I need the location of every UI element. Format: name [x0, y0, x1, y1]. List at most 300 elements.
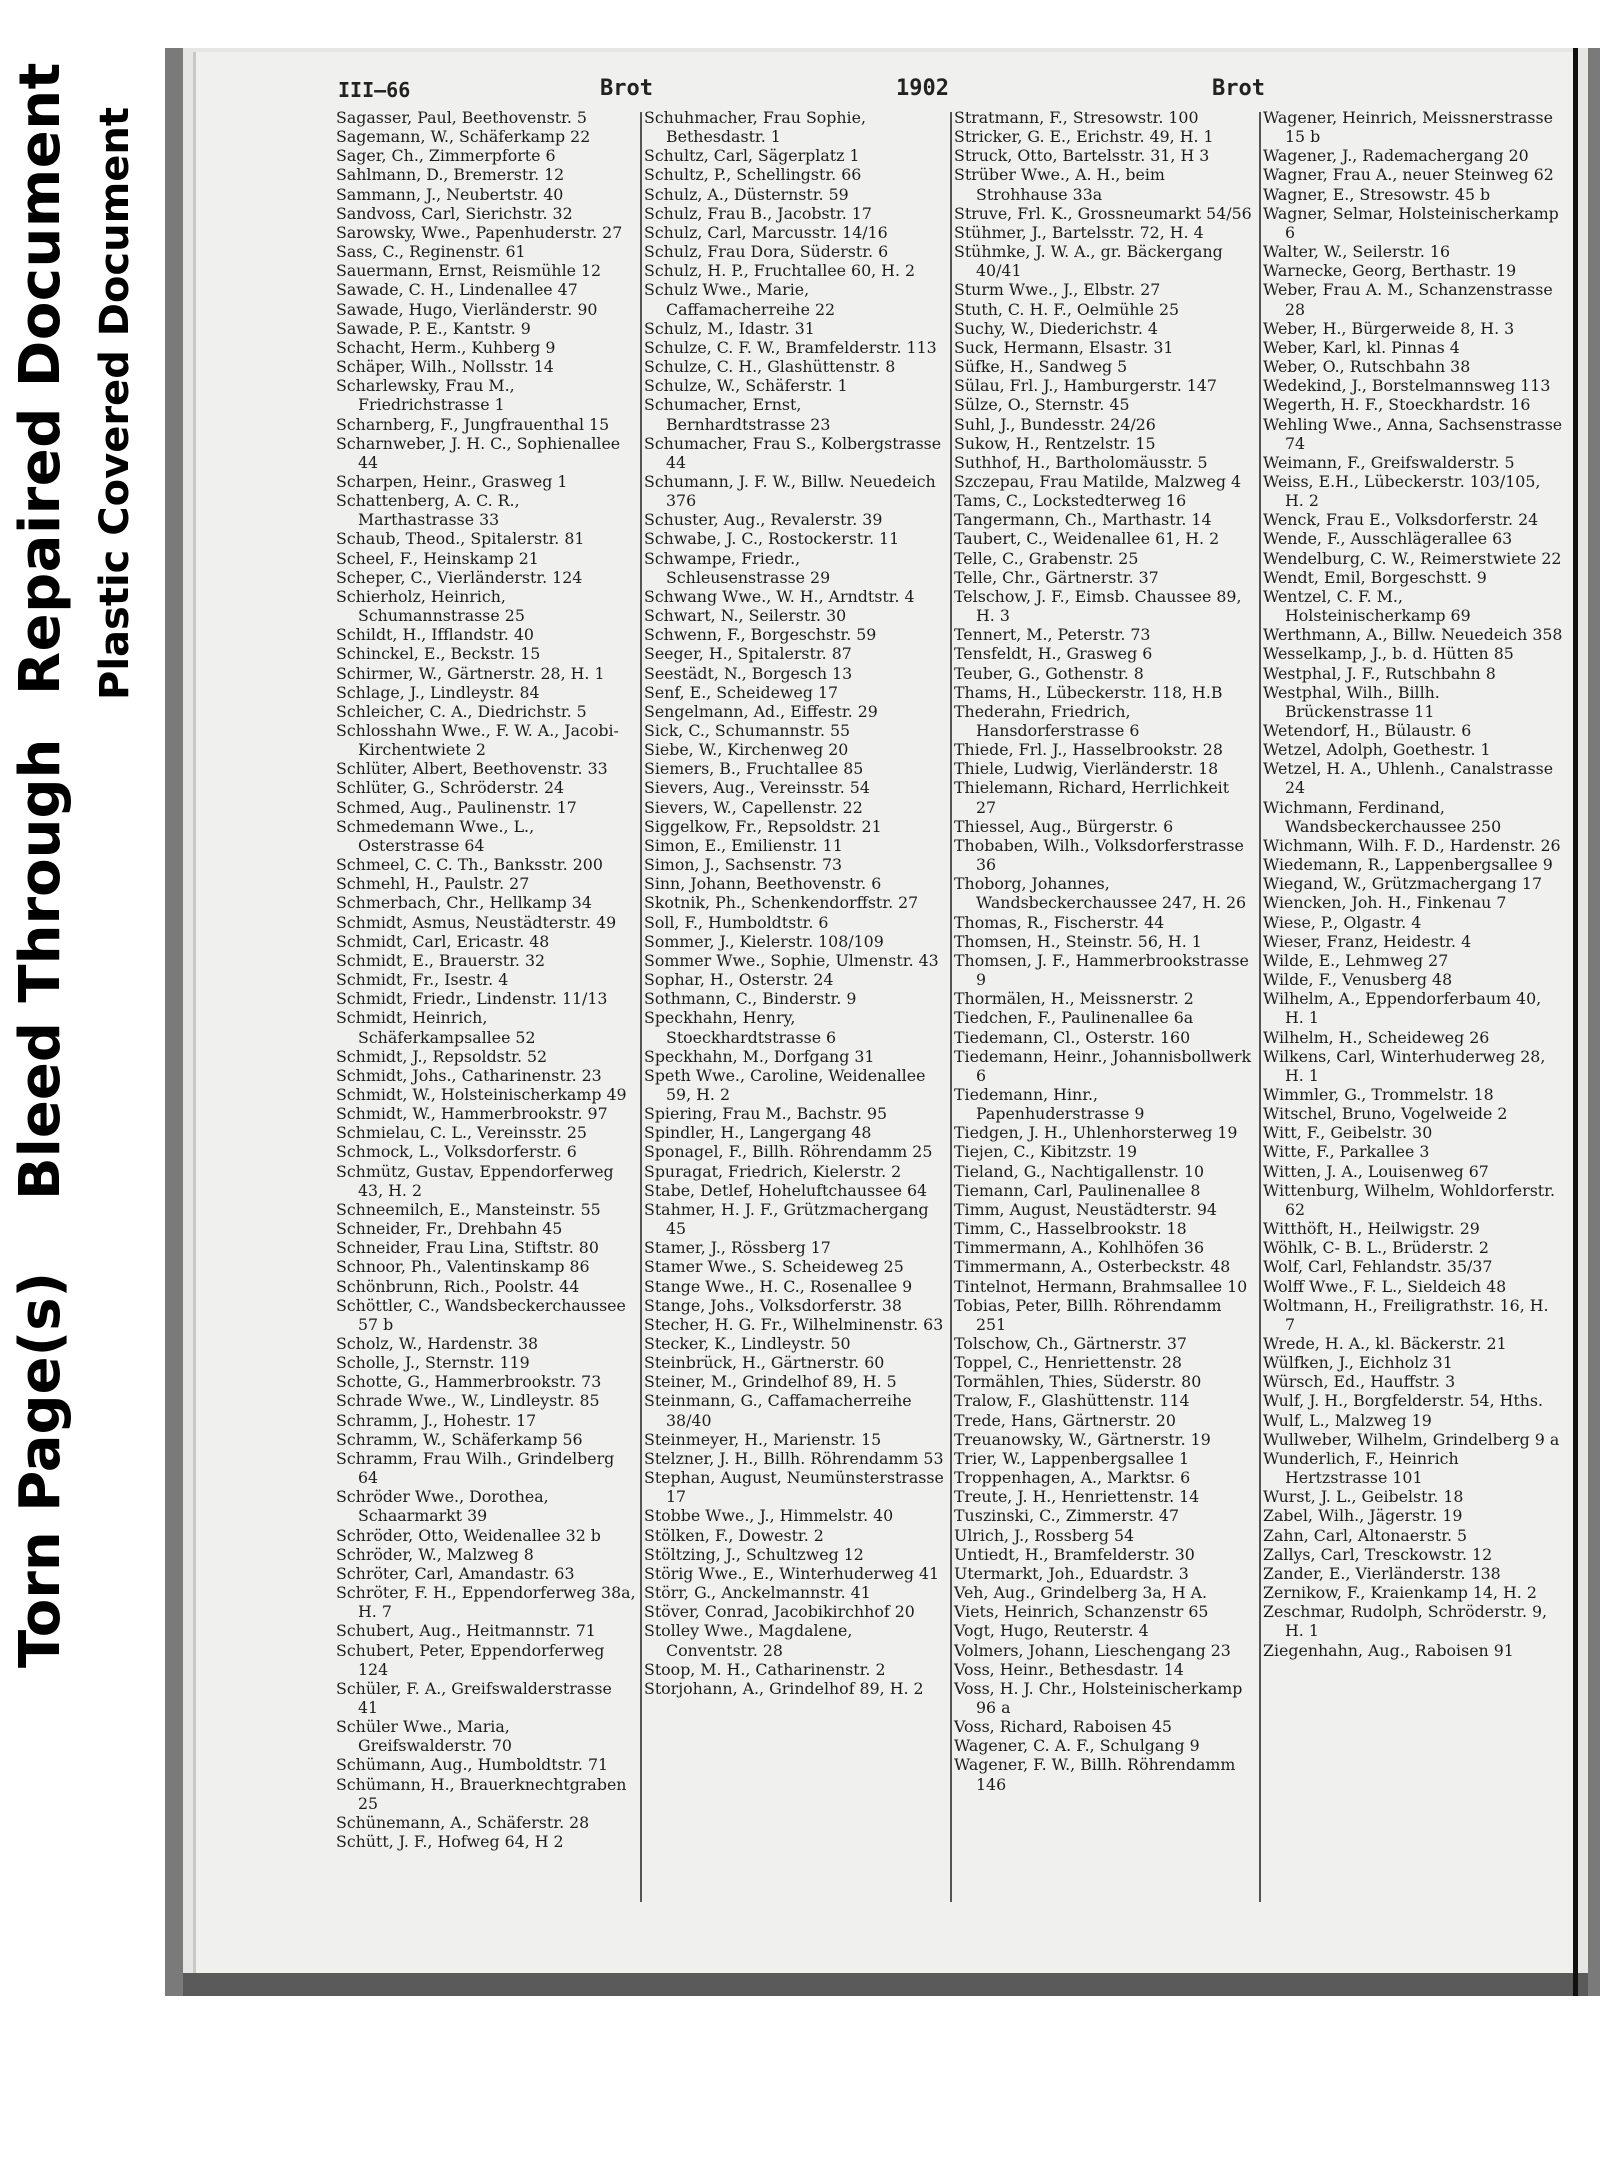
directory-entry: Werthmann, A., Billw. Neuedeich 358: [1263, 625, 1563, 645]
directory-entry: Schwenn, F., Borgeschstr. 59: [644, 625, 877, 645]
page-paper: [183, 48, 1588, 1996]
directory-entry: Utermarkt, Joh., Eduardstr. 3: [954, 1563, 1189, 1583]
directory-entry: Walter, W., Seilerstr. 16: [1263, 242, 1451, 262]
directory-entry: Schlosshahn Wwe., F. W. A., Jacobi-Kirchentwiete 2: [336, 721, 619, 760]
directory-entry: Sülau, Frl. J., Hamburgerstr. 147: [954, 376, 1217, 396]
directory-entry: Viets, Heinrich, Schanzenstr 65: [954, 1602, 1209, 1622]
directory-entry: Schmütz, Gustav, Eppendorferweg 43, H. 2: [336, 1161, 614, 1200]
directory-entry: Schuster, Aug., Revalerstr. 39: [644, 510, 883, 530]
directory-entry: Speckhahn, M., Dorfgang 31: [644, 1046, 875, 1066]
directory-entry: Wöhlk, C- B. L., Brüderstr. 2: [1263, 1238, 1489, 1258]
directory-entry: Troppenhagen, A., Marktsr. 6: [954, 1468, 1191, 1488]
directory-entry: Wendt, Emil, Borgeschstt. 9: [1263, 567, 1487, 587]
directory-entry: Voss, Richard, Raboisen 45: [954, 1717, 1172, 1737]
directory-entry: Wilhelm, H., Scheideweg 26: [1263, 1027, 1490, 1047]
directory-entry: Schüler, F. A., Greifswalderstrasse 41: [336, 1678, 612, 1717]
directory-entry: Suchy, W., Diederichstr. 4: [954, 318, 1158, 338]
directory-entry: Tensfeldt, H., Grasweg 6: [954, 644, 1153, 664]
directory-entry: Scharlewsky, Frau M., Friedrichstrasse 1: [336, 376, 515, 415]
directory-entry: Spiering, Frau M., Bachstr. 95: [644, 1104, 888, 1124]
directory-entry: Sukow, H., Rentzelstr. 15: [954, 433, 1156, 453]
directory-entry: Scheper, C., Vierländerstr. 124: [336, 567, 583, 587]
directory-entry: Schümann, H., Brauerknechtgraben 25: [336, 1774, 627, 1813]
directory-entry: Wetendorf, H., Bülaustr. 6: [1263, 721, 1472, 740]
directory-entry: Wagener, Heinrich, Meissnerstrasse 15 b: [1263, 108, 1553, 147]
directory-entry: Schünemann, A., Schäferstr. 28: [336, 1812, 590, 1832]
directory-entry: Wimmler, G., Trommelstr. 18: [1263, 1084, 1494, 1104]
directory-entry: Weimann, F., Greifswalderstr. 5: [1263, 452, 1515, 472]
directory-entry: Schmeel, C. C. Th., Banksstr. 200: [336, 855, 603, 875]
directory-entry: Schlüter, Albert, Beethovenstr. 33: [336, 759, 608, 779]
directory-entry: Schumacher, Frau S., Kolbergstrasse 44: [644, 433, 942, 472]
directory-entry: Tiedgen, J. H., Uhlenhorsterweg 19: [954, 1123, 1238, 1143]
directory-entry: Schramm, Frau Wilh., Grindelberg 64: [336, 1448, 615, 1488]
directory-entry: Zahn, Carl, Altonaerstr. 5: [1263, 1525, 1468, 1545]
directory-entry: Woltmann, H., Freiligrathstr. 16, H. 7: [1263, 1295, 1549, 1334]
directory-entry: Zeschmar, Rudolph, Schröderstr. 9, H. 1: [1263, 1602, 1548, 1641]
directory-entry: Veh, Aug., Grindelberg 3a, H A.: [954, 1583, 1208, 1603]
directory-entry: Sawade, C. H., Lindenallee 47: [336, 280, 578, 300]
directory-entry: Stange Wwe., H. C., Rosenallee 9: [644, 1276, 913, 1296]
directory-entry: Trier, W., Lappenbergsallee 1: [954, 1448, 1190, 1468]
directory-entry: Stecker, K., Lindleystr. 50: [644, 1334, 851, 1353]
directory-entry: Senf, E., Scheideweg 17: [644, 682, 839, 702]
running-head-right: Brot: [1212, 76, 1265, 101]
directory-entry: Scharpen, Heinr., Grasweg 1: [336, 471, 568, 491]
directory-entry: Telle, C., Grabenstr. 25: [954, 548, 1139, 568]
directory-entry: Schröter, F. H., Eppendorferweg 38a, H. 7: [336, 1583, 636, 1622]
directory-entry: Taubert, C., Weidenallee 61, H. 2: [954, 529, 1220, 549]
directory-entry: Schirmer, W., Gärtnerstr. 28, H. 1: [336, 663, 605, 683]
directory-entry: Wulf, L., Malzweg 19: [1263, 1410, 1432, 1430]
directory-entry: Tangermann, Ch., Marthastr. 14: [954, 510, 1212, 530]
directory-entry: Schmidt, W., Holsteinischerkamp 49: [336, 1084, 627, 1104]
directory-entry: Thomsen, H., Steinstr. 56, H. 1: [954, 931, 1202, 951]
directory-entry: Wiencken, Joh. H., Finkenau 7: [1263, 893, 1507, 913]
directory-entry: Steinmeyer, H., Marienstr. 15: [644, 1429, 882, 1449]
directory-entry: Simon, J., Sachsenstr. 73: [644, 855, 843, 875]
directory-entry: Wulf, J. H., Borgfelderstr. 54, Hths.: [1263, 1391, 1544, 1411]
directory-entry: Tintelnot, Hermann, Brahmsallee 10: [954, 1276, 1248, 1296]
directory-entry: Wittenburg, Wilhelm, Wohldorferstr. 62: [1263, 1180, 1555, 1219]
directory-entry: Wenck, Frau E., Volksdorferstr. 24: [1263, 510, 1539, 530]
directory-entry: Schmidt, Asmus, Neustädterstr. 49: [336, 912, 617, 932]
directory-entry: Wagener, F. W., Billh. Röhrendamm 146: [954, 1755, 1236, 1794]
directory-entry: Schmehl, H., Paulstr. 27: [336, 874, 530, 894]
directory-entry: Thederahn, Friedrich, Hansdorferstrasse 6: [954, 701, 1140, 740]
directory-entry: Sahlmann, D., Bremerstr. 12: [336, 165, 565, 185]
directory-entry: Stühmke, J. W. A., gr. Bäckergang 40/41: [954, 242, 1223, 281]
directory-entry: Suck, Hermann, Elsastr. 31: [954, 337, 1174, 357]
directory-entry: Ziegenhahn, Aug., Raboisen 91: [1263, 1640, 1514, 1660]
directory-entry: Warnecke, Georg, Berthastr. 19: [1263, 261, 1517, 281]
directory-entry: Weber, H., Bürgerweide 8, H. 3: [1263, 318, 1515, 338]
directory-entry: Schubert, Aug., Heitmannstr. 71: [336, 1621, 596, 1641]
directory-entry: Voss, Heinr., Bethesdastr. 14: [954, 1659, 1184, 1679]
directory-entry: Schacht, Herm., Kuhberg 9: [336, 337, 556, 357]
directory-entry: Wesselkamp, J., b. d. Hütten 85: [1263, 644, 1514, 664]
directory-entry: Wetzel, Adolph, Goethestr. 1: [1263, 740, 1491, 760]
directory-entry: Schröder, Otto, Weidenallee 32 b: [336, 1525, 601, 1545]
directory-entry: Sengelmann, Ad., Eiffestr. 29: [644, 701, 878, 721]
directory-entry: Schneider, Frau Lina, Stiftstr. 80: [336, 1238, 599, 1258]
directory-entry: Wullweber, Wilhelm, Grindelberg 9 a: [1263, 1429, 1560, 1449]
directory-entry: Schultz, P., Schellingstr. 66: [644, 165, 862, 185]
directory-entry: Tuszinski, C., Zimmerstr. 47: [954, 1506, 1180, 1526]
directory-entry: Sommer, J., Kielerstr. 108/109: [644, 931, 884, 951]
directory-entry: Wilde, F., Venusberg 48: [1263, 970, 1453, 990]
directory-entry: Wende, F., Ausschlägerallee 63: [1263, 529, 1513, 549]
directory-entry: Wagener, C. A. F., Schulgang 9: [954, 1736, 1200, 1756]
directory-entry: Tieland, G., Nachtigallenstr. 10: [954, 1161, 1205, 1181]
directory-entry: Thams, H., Lübeckerstr. 118, H.B: [954, 682, 1223, 702]
directory-entry: Szczepau, Frau Matilde, Malzweg 4: [954, 471, 1242, 491]
directory-entry: Westphal, Wilh., Billh. Brückenstrasse 11: [1263, 682, 1440, 721]
directory-entry: Weber, Karl, kl. Pinnas 4: [1263, 337, 1460, 357]
directory-entry: Schüler Wwe., Maria, Greifswalderstr. 70: [336, 1717, 512, 1756]
directory-entry: Sawade, P. E., Kantstr. 9: [336, 318, 531, 338]
directory-entry: Steiner, M., Grindelhof 89, H. 5: [644, 1372, 897, 1392]
directory-entry: Thoborg, Johannes, Wandsbeckerchaussee 247, H. 26: [954, 874, 1247, 913]
directory-entry: Wehling Wwe., Anna, Sachsenstrasse 74: [1263, 414, 1563, 453]
directory-entry: Sauermann, Ernst, Reismühle 12: [336, 261, 602, 281]
directory-entry: Wülfken, J., Eichholz 31: [1263, 1353, 1453, 1373]
directory-entry: Timmermann, A., Kohlhöfen 36: [954, 1238, 1204, 1258]
directory-entry: Stoop, M. H., Catharinenstr. 2: [644, 1659, 886, 1679]
directory-entry: Suthhof, H., Bartholomäusstr. 5: [954, 452, 1208, 472]
directory-entry: Stühmer, J., Bartelsstr. 72, H. 4: [954, 222, 1204, 242]
directory-entry: Weber, O., Rutschbahn 38: [1263, 357, 1471, 377]
directory-entry: Zallys, Carl, Tresckowstr. 12: [1263, 1544, 1493, 1564]
directory-entry: Schäper, Wilh., Nollsstr. 14: [336, 357, 554, 377]
directory-entry: Steinbrück, H., Gärtnerstr. 60: [644, 1353, 885, 1373]
directory-entry: Schmidt, E., Brauerstr. 32: [336, 950, 546, 970]
label-repaired-document: Repaired Document: [8, 62, 73, 695]
directory-entry: Scholle, J., Sternstr. 119: [336, 1353, 530, 1373]
directory-entry: Schwart, N., Seilerstr. 30: [644, 606, 847, 626]
directory-entry: Schramm, W., Schäferkamp 56: [336, 1429, 583, 1449]
directory-entry: Sophar, H., Osterstr. 24: [644, 970, 834, 990]
directory-entry: Wiegand, W., Grützmachergang 17: [1263, 874, 1543, 894]
directory-entry: Wetzel, H. A., Uhlenh., Canalstrasse 24: [1263, 759, 1554, 798]
directory-entry: Tiedemann, Cl., Osterstr. 160: [954, 1027, 1191, 1047]
directory-entry: Schumann, J. F. W., Billw. Neuedeich 376: [644, 471, 936, 511]
directory-entry: Schönbrunn, Rich., Poolstr. 44: [336, 1276, 580, 1296]
directory-entry: Thomas, R., Fischerstr. 44: [954, 912, 1165, 932]
directory-entry: Ulrich, J., Rossberg 54: [954, 1525, 1135, 1545]
directory-entry: Stratmann, F., Stresowstr. 100: [954, 108, 1199, 127]
directory-entry: Schotte, G., Hammerbrookstr. 73: [336, 1372, 602, 1392]
directory-entry: Timm, August, Neustädterstr. 94: [954, 1199, 1217, 1219]
label-plastic-covered-document: Plastic Covered Document: [92, 106, 138, 700]
directory-entry: Vogt, Hugo, Reuterstr. 4: [954, 1621, 1149, 1641]
directory-entry: Suhl, J., Bundesstr. 24/26: [954, 414, 1156, 434]
directory-entry: Wiedemann, R., Lappenbergsallee 9: [1263, 855, 1553, 875]
directory-entry: Telschow, J. F., Eimsb. Chaussee 89, H. 3: [954, 586, 1242, 626]
directory-entry: Siggelkow, Fr., Repsoldstr. 21: [644, 816, 882, 836]
directory-entry: Schrade Wwe., W., Lindleystr. 85: [336, 1391, 600, 1411]
directory-entry: Schmedemann Wwe., L., Osterstrasse 64: [336, 816, 535, 855]
directory-entry: Tiedemann, Heinr., Johannisbollwerk 6: [954, 1046, 1252, 1085]
directory-entry: Wagener, J., Rademachergang 20: [1263, 146, 1529, 166]
directory-entry: Tobias, Peter, Billh. Röhrendamm 251: [954, 1295, 1222, 1334]
directory-entry: Schultz, Carl, Sägerplatz 1: [644, 146, 860, 166]
directory-entry: Thobaben, Wilh., Volksdorferstrasse 36: [954, 835, 1244, 875]
directory-entry: Strüber Wwe., A. H., beim Strohhause 33a: [954, 165, 1165, 204]
column-rule: [950, 112, 952, 1902]
page-right-edge: [1573, 48, 1578, 1996]
directory-entry: Wagner, Frau A., neuer Steinweg 62: [1263, 165, 1554, 185]
directory-entry: Witschel, Bruno, Vogelweide 2: [1263, 1104, 1508, 1124]
directory-entry: Schulz, M., Idastr. 31: [644, 318, 815, 338]
directory-entry: Scharnweber, J. H. C., Sophienallee 44: [336, 433, 621, 472]
directory-entry: Thiessel, Aug., Bürgerstr. 6: [954, 816, 1174, 836]
running-head: [196, 72, 1576, 112]
directory-entry: Schwampe, Friedr., Schleusenstrasse 29: [644, 548, 831, 587]
directory-entry: Scheel, F., Heinskamp 21: [336, 548, 539, 568]
directory-entry: Tams, C., Lockstedterweg 16: [954, 491, 1187, 511]
directory-entry: Sülze, O., Sternstr. 45: [954, 395, 1130, 415]
directory-entry: Wilde, E., Lehmweg 27: [1263, 950, 1449, 970]
directory-entry: Siebe, W., Kirchenweg 20: [644, 740, 849, 760]
directory-entry: Struve, Frl. K., Grossneumarkt 54/56: [954, 203, 1252, 223]
column-rule: [1259, 112, 1261, 1902]
directory-entry: Schmidt, Carl, Ericastr. 48: [336, 931, 550, 951]
directory-entry: Schmed, Aug., Paulinenstr. 17: [336, 797, 577, 817]
directory-entry: Schmock, L., Volksdorferstr. 6: [336, 1142, 577, 1162]
directory-entry: Sarowsky, Wwe., Papenhuderstr. 27: [336, 222, 623, 242]
directory-entry: Schulze, C. H., Glashüttenstr. 8: [644, 357, 896, 377]
directory-entry: Sinn, Johann, Beethovenstr. 6: [644, 874, 882, 894]
directory-entry: Trede, Hans, Gärtnerstr. 20: [954, 1410, 1176, 1430]
directory-entry: Spindler, H., Langergang 48: [644, 1123, 872, 1143]
directory-entry: Stamer Wwe., S. Scheideweg 25: [644, 1257, 904, 1277]
directory-entry: Schmidt, Johs., Catharinenstr. 23: [336, 1065, 602, 1085]
directory-entry: Schulz, H. P., Fruchtallee 60, H. 2: [644, 261, 916, 281]
running-head-year: 1902: [896, 76, 949, 101]
directory-entry: Sammann, J., Neubertstr. 40: [336, 184, 564, 204]
directory-entry: Schulze, C. F. W., Bramfelderstr. 113: [644, 337, 937, 357]
directory-entry: Stecher, H. G. Fr., Wilhelminenstr. 63: [644, 1314, 944, 1334]
directory-entry: Schulz, Frau B., Jacobstr. 17: [644, 203, 872, 223]
directory-entry: Sponagel, F., Billh. Röhrendamm 25: [644, 1142, 933, 1162]
directory-entry: Wichmann, Ferdinand, Wandsbeckerchaussee 250: [1263, 797, 1502, 836]
directory-entry: Stamer, J., Rössberg 17: [644, 1238, 831, 1258]
directory-entry: Sagasser, Paul, Beethovenstr. 5: [336, 108, 587, 127]
page-bottom-shadow: [183, 1973, 1588, 1996]
directory-entry: Schmerbach, Chr., Hellkamp 34: [336, 893, 592, 913]
directory-entry: Wentzel, C. F. M., Holsteinischerkamp 69: [1263, 586, 1471, 626]
directory-entry: Westphal, J. F., Rutschbahn 8: [1263, 663, 1496, 683]
directory-entry: Spuragat, Friedrich, Kielerstr. 2: [644, 1161, 902, 1181]
directory-entry: Schmidt, W., Hammerbrookstr. 97: [336, 1104, 608, 1124]
directory-entry: Wrede, H. A., kl. Bäckerstr. 21: [1263, 1334, 1507, 1353]
directory-entry: Wegerth, H. F., Stoeckhardstr. 16: [1263, 395, 1531, 415]
directory-entry: Skotnik, Ph., Schenkendorffstr. 27: [644, 893, 919, 913]
directory-entry: Sturm Wwe., J., Elbstr. 27: [954, 280, 1161, 300]
directory-entry: Wurst, J. L., Geibelstr. 18: [1263, 1487, 1464, 1507]
directory-entry: Timmermann, A., Osterbeckstr. 48: [954, 1257, 1231, 1277]
directory-entry: Schmidt, Fr., Isestr. 4: [336, 970, 509, 990]
directory-entry: Schattenberg, A. C. R., Marthastrasse 33: [336, 491, 520, 530]
column-rule: [640, 112, 642, 1902]
directory-entry: Schinckel, E., Beckstr. 15: [336, 644, 541, 664]
directory-entry: Schulz, Carl, Marcusstr. 14/16: [644, 222, 888, 242]
page-number: III—66: [338, 78, 411, 102]
directory-entry: Schmielau, C. L., Vereinsstr. 25: [336, 1123, 587, 1143]
directory-entry: Stricker, G. E., Erichstr. 49, H. 1: [954, 127, 1214, 147]
directory-entry: Schierholz, Heinrich, Schumannstrasse 25: [336, 586, 525, 626]
directory-entry: Schumacher, Ernst, Bernhardtstrasse 23: [644, 395, 831, 434]
directory-entry: Stöver, Conrad, Jacobikirchhof 20: [644, 1602, 915, 1622]
directory-entry: Wedekind, J., Borstelmannsweg 113: [1263, 376, 1551, 396]
directory-entry: Sagemann, W., Schäferkamp 22: [336, 127, 591, 147]
directory-entry: Sothmann, C., Binderstr. 9: [644, 989, 857, 1009]
directory-entry: Thiele, Ludwig, Vierländerstr. 18: [954, 759, 1219, 779]
directory-entry: Thiede, Frl. J., Hasselbrookstr. 28: [954, 740, 1223, 760]
directory-entry: Schneemilch, E., Mansteinstr. 55: [336, 1199, 601, 1219]
directory-entry: Schulz Wwe., Marie, Caffamacherreihe 22: [644, 280, 836, 319]
directory-entry: Treuanowsky, W., Gärtnerstr. 19: [954, 1429, 1211, 1449]
directory-entry: Toppel, C., Henriettenstr. 28: [954, 1353, 1182, 1373]
directory-entry: Witten, J. A., Louisenweg 67: [1263, 1161, 1489, 1181]
directory-entry: Wilkens, Carl, Winterhuderweg 28, H. 1: [1263, 1046, 1546, 1085]
directory-entry: Schulze, W., Schäferstr. 1: [644, 376, 848, 396]
directory-entry: Timm, C., Hasselbrookstr. 18: [954, 1219, 1187, 1239]
scanned-page: [165, 48, 1600, 1996]
directory-entry: Schildt, H., Ifflandstr. 40: [336, 625, 534, 645]
directory-entry: Siemers, B., Fruchtallee 85: [644, 759, 864, 779]
directory-entry: Storjohann, A., Grindelhof 89, H. 2: [644, 1678, 924, 1698]
directory-entry: Thormälen, H., Meissnerstr. 2: [954, 989, 1194, 1009]
directory-entry: Weiss, E.H., Lübeckerstr. 103/105, H. 2: [1263, 471, 1541, 511]
directory-entry: Wagner, Selmar, Holsteinischerkamp 6: [1263, 203, 1559, 242]
directory-entry: Witt, F., Geibelstr. 30: [1263, 1123, 1433, 1143]
directory-entry: Stuth, C. H. F., Oelmühle 25: [954, 299, 1180, 319]
directory-entry: Steinmann, G., Caffamacherreihe 38/40: [644, 1391, 912, 1430]
directory-entry: Stephan, August, Neumünsterstrasse 17: [644, 1468, 944, 1507]
page-face: [193, 52, 1576, 1990]
directory-column-1: [336, 108, 636, 1851]
directory-entry: Wiese, P., Olgastr. 4: [1263, 912, 1422, 932]
directory-entry: Sass, C., Reginenstr. 61: [336, 242, 526, 262]
directory-entry: Schlüter, G., Schröderstr. 24: [336, 778, 565, 798]
directory-entry: Tennert, M., Peterstr. 73: [954, 625, 1151, 645]
directory-entry: Witte, F., Parkallee 3: [1263, 1142, 1430, 1162]
directory-entry: Volmers, Johann, Lieschengang 23: [954, 1640, 1231, 1660]
directory-entry: Tralow, F., Glashüttenstr. 114: [954, 1391, 1190, 1411]
directory-entry: Voss, H. J. Chr., Holsteinischerkamp 96 a: [954, 1678, 1243, 1717]
directory-entry: Störig Wwe., E., Winterhuderweg 41: [644, 1563, 940, 1583]
directory-entry: Teuber, G., Gothenstr. 8: [954, 663, 1144, 683]
directory-entry: Schröder Wwe., Dorothea, Schaarmarkt 39: [336, 1487, 549, 1526]
directory-entry: Schulz, Frau Dora, Süderstr. 6: [644, 242, 889, 262]
directory-entry: Wichmann, Wilh. F. D., Hardenstr. 26: [1263, 835, 1561, 855]
directory-entry: Stabe, Detlef, Hoheluftchaussee 64: [644, 1180, 928, 1200]
directory-entry: Schwang Wwe., W. H., Arndtstr. 4: [644, 586, 915, 606]
directory-entry: Seeger, H., Spitalerstr. 87: [644, 644, 852, 664]
directory-entry: Schulz, A., Düsternstr. 59: [644, 184, 849, 204]
directory-entry: Tiemann, Carl, Paulinenallee 8: [954, 1180, 1201, 1200]
directory-entry: Sawade, Hugo, Vierländerstr. 90: [336, 299, 598, 319]
directory-column-2: [644, 108, 944, 1698]
directory-entry: Schöttler, C., Wandsbeckerchaussee 57 b: [336, 1295, 626, 1334]
directory-entry: Telle, Chr., Gärtnerstr. 37: [954, 567, 1159, 587]
directory-entry: Würsch, Ed., Hauffstr. 3: [1263, 1372, 1456, 1392]
directory-entry: Simon, E., Emilienstr. 11: [644, 835, 843, 855]
directory-entry: Tormählen, Thies, Süderstr. 80: [954, 1372, 1202, 1392]
directory-entry: Stahmer, H. J. F., Grützmachergang 45: [644, 1199, 929, 1239]
directory-entry: Seestädt, N., Borgesch 13: [644, 663, 853, 683]
directory-entry: Schubert, Peter, Eppendorferweg 124: [336, 1640, 605, 1679]
directory-entry: Stöltzing, J., Schultzweg 12: [644, 1544, 864, 1564]
directory-entry: Wilhelm, A., Eppendorferbaum 40, H. 1: [1263, 989, 1542, 1028]
directory-entry: Schmidt, J., Repsoldstr. 52: [336, 1046, 548, 1066]
directory-entry: Tiejen, C., Kibitzstr. 19: [954, 1142, 1138, 1162]
directory-entry: Soll, F., Humboldtstr. 6: [644, 912, 829, 932]
directory-entry: Tiedemann, Hinr., Papenhuderstrasse 9: [954, 1084, 1145, 1124]
running-head-left: Brot: [600, 76, 653, 101]
directory-entry: Weber, Frau A. M., Schanzenstrasse 28: [1263, 280, 1553, 319]
directory-entry: Schleicher, C. A., Diedrichstr. 5: [336, 701, 587, 721]
directory-entry: Witthöft, H., Heilwigstr. 29: [1263, 1219, 1480, 1239]
directory-entry: Schröter, Carl, Amandastr. 63: [336, 1563, 575, 1583]
directory-entry: Schnoor, Ph., Valentinskamp 86: [336, 1257, 590, 1277]
directory-entry: Stölken, F., Dowestr. 2: [644, 1525, 824, 1545]
directory-entry: Sick, C., Schumannstr. 55: [644, 721, 851, 740]
directory-entry: Scharnberg, F., Jungfrauenthal 15: [336, 414, 610, 434]
directory-entry: Sievers, W., Capellenstr. 22: [644, 797, 863, 817]
directory-entry: Wolf, Carl, Fehlandstr. 35/37: [1263, 1257, 1493, 1277]
directory-entry: Sager, Ch., Zimmerpforte 6: [336, 146, 556, 166]
directory-column-3: [954, 108, 1254, 1794]
directory-entry: Wolff Wwe., F. L., Sieldeich 48: [1263, 1276, 1507, 1296]
directory-entry: Zernikow, F., Kraienkamp 14, H. 2: [1263, 1583, 1537, 1603]
directory-entry: Wagner, E., Stresowstr. 45 b: [1263, 184, 1491, 204]
directory-entry: Schütt, J. F., Hofweg 64, H 2: [336, 1832, 564, 1852]
directory-entry: Wendelburg, C. W., Reimerstwiete 22: [1263, 548, 1562, 568]
directory-entry: Tiedchen, F., Paulinenallee 6a: [954, 1008, 1194, 1028]
directory-entry: Zabel, Wilh., Jägerstr. 19: [1263, 1506, 1463, 1526]
directory-entry: Stobbe Wwe., J., Himmelstr. 40: [644, 1506, 894, 1526]
directory-entry: Sievers, Aug., Vereinsstr. 54: [644, 778, 870, 798]
directory-entry: Speth Wwe., Caroline, Weidenallee 59, H. 2: [644, 1065, 926, 1104]
directory-entry: Struck, Otto, Bartelsstr. 31, H 3: [954, 146, 1210, 166]
directory-entry: Stolley Wwe., Magdalene, Conventstr. 28: [644, 1621, 853, 1660]
directory-entry: Thomsen, J. F., Hammerbrookstrasse 9: [954, 950, 1249, 990]
label-torn-pages: Torn Page(s): [8, 1271, 73, 1668]
directory-entry: Schwabe, J. C., Rostockerstr. 11: [644, 529, 900, 549]
directory-entry: Treute, J. H., Henriettenstr. 14: [954, 1487, 1200, 1507]
directory-entry: Schröder, W., Malzweg 8: [336, 1544, 534, 1564]
directory-entry: Schlage, J., Lindleystr. 84: [336, 682, 540, 702]
directory-entry: Speckhahn, Henry, Stoeckhardtstrasse 6: [644, 1008, 837, 1047]
directory-entry: Störr, G., Anckelmannstr. 41: [644, 1583, 871, 1603]
directory-entry: Thielemann, Richard, Herrlichkeit 27: [954, 778, 1230, 817]
directory-entry: Schaub, Theod., Spitalerstr. 81: [336, 529, 585, 549]
directory-entry: Schmidt, Heinrich, Schäferkampsallee 52: [336, 1008, 536, 1047]
directory-entry: Zander, E., Vierländerstr. 138: [1263, 1563, 1501, 1583]
directory-entry: Schuhmacher, Frau Sophie, Bethesdastr. 1: [644, 108, 866, 147]
directory-entry: Schramm, J., Hohestr. 17: [336, 1410, 537, 1430]
directory-entry: Schneider, Fr., Drehbahn 45: [336, 1219, 563, 1239]
directory-entry: Sandvoss, Carl, Sierichstr. 32: [336, 203, 573, 223]
directory-entry: Schümann, Aug., Humboldtstr. 71: [336, 1755, 609, 1775]
directory-entry: Wunderlich, F., Heinrich Hertzstrasse 101: [1263, 1448, 1459, 1488]
directory-entry: Wieser, Franz, Heidestr. 4: [1263, 931, 1472, 951]
directory-entry: Sommer Wwe., Sophie, Ulmenstr. 43: [644, 950, 939, 970]
directory-entry: Süfke, H., Sandweg 5: [954, 357, 1128, 377]
